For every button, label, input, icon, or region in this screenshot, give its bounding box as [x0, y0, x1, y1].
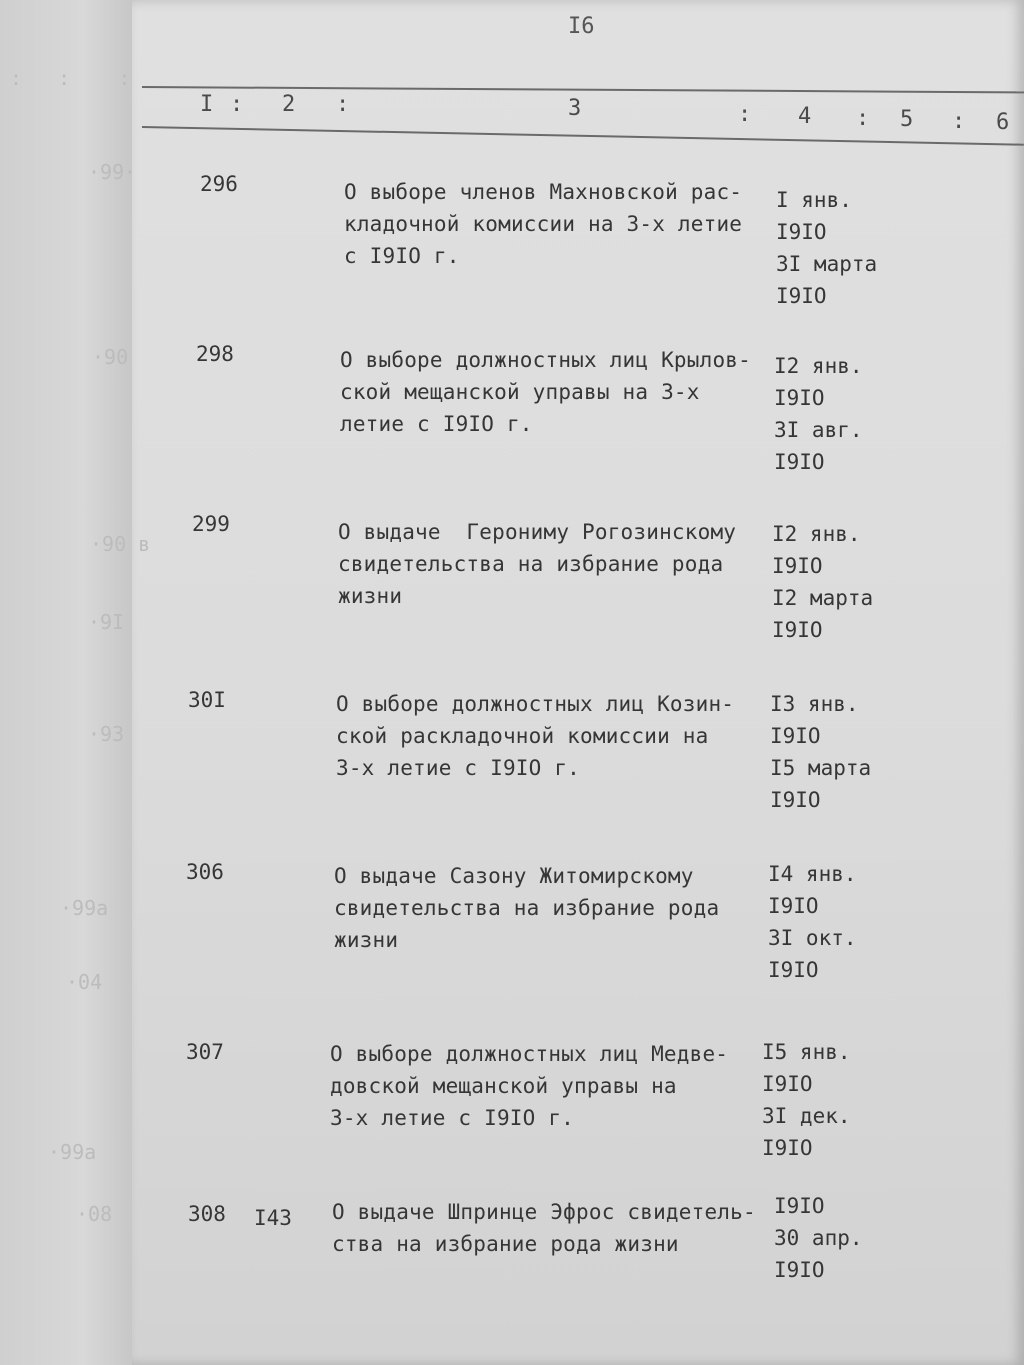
- entry-description: О выборе должностных лиц Крылов- ской мещанской управы на 3-х летие с I9IO г.: [340, 348, 751, 436]
- column-separator: :: [336, 92, 350, 117]
- bleed-through-mark: ·99а: [60, 896, 109, 920]
- column-separator: :: [230, 92, 244, 117]
- column-header-5: 5: [900, 107, 914, 132]
- page-number: I6: [568, 14, 595, 39]
- entry-number: 30I: [188, 688, 226, 712]
- bleed-through-mark: ·90 в: [90, 532, 151, 556]
- entry-dates: I2 янв. I9IO 3I авг. I9IO: [774, 354, 863, 474]
- entry-number: 307: [186, 1040, 224, 1064]
- entry-number: 299: [192, 512, 230, 536]
- entry-dates: I5 янв. I9IO 3I дек. I9IO: [762, 1040, 851, 1160]
- bleed-through-mark: ·08: [76, 1202, 113, 1226]
- entry-description: О выдаче Шпринце Эфрос свидетель- ства на избрание рода жизни: [332, 1200, 756, 1256]
- entry-description: О выдаче Герониму Рогозинскому свидетельства на избрание рода жизни: [338, 520, 737, 608]
- entry-number: 306: [186, 860, 224, 884]
- column-header-2: 2: [282, 92, 296, 117]
- entry-description: О выдаче Сазону Житомирскому свидетельства на избрание рода жизни: [334, 864, 720, 952]
- bleed-through-mark: ·04: [66, 970, 103, 994]
- entry-number: 296: [200, 172, 238, 196]
- bleed-through-mark: ·93: [88, 722, 125, 746]
- column-header-1: I: [200, 92, 214, 117]
- entry-dates: I3 янв. I9IO I5 марта I9IO: [770, 692, 872, 812]
- column-separator: :: [738, 102, 752, 127]
- column-header-6: 6: [996, 110, 1010, 135]
- entry-number: 308: [188, 1202, 226, 1226]
- bleed-through-mark: : : :: [10, 66, 131, 90]
- entry-dates: I9IO 30 апр. I9IO: [774, 1194, 863, 1282]
- entry-description: О выборе должностных лиц Козин- ской раскладочной комиссии на 3-х летие с I9IO г.: [336, 692, 735, 780]
- entry-description: О выборе членов Махновской рас- кладочной комиссии на 3-х летие с I9IO г.: [344, 180, 743, 268]
- column-header-4: 4: [798, 104, 812, 129]
- entry-sub-number: I43: [254, 1206, 292, 1230]
- bleed-through-mark: ·9I: [88, 610, 125, 634]
- bleed-through-mark: ·99а: [48, 1140, 97, 1164]
- column-separator: :: [952, 109, 966, 134]
- entry-dates: I2 янв. I9IO I2 марта I9IO: [772, 522, 874, 642]
- bleed-through-mark: ·90: [92, 345, 129, 369]
- column-header-3: 3: [568, 96, 582, 121]
- entry-number: 298: [196, 342, 234, 366]
- bleed-through-mark: ·99·: [88, 160, 137, 184]
- entry-description: О выборе должностных лиц Медве- довской мещанской управы на 3-х летие с I9IO г.: [330, 1042, 729, 1130]
- entry-dates: I янв. I9IO 3I марта I9IO: [776, 188, 878, 308]
- column-separator: :: [856, 106, 870, 131]
- entry-dates: I4 янв. I9IO 3I окт. I9IO: [768, 862, 857, 982]
